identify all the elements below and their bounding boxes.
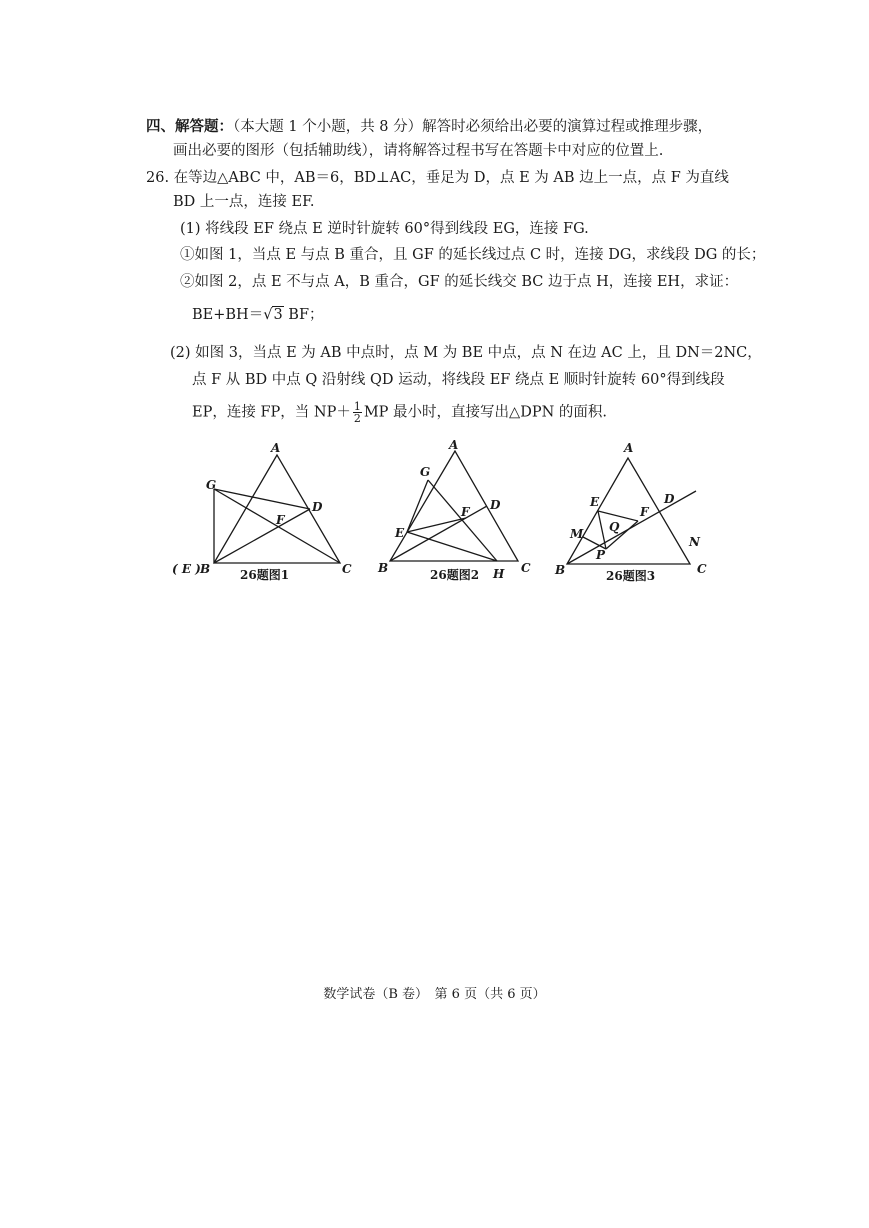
fig3-label-c: C [697, 562, 707, 576]
section-intro-1: （本大题 1 个小题，共 8 分）解答时必须给出必要的演算过程或推理步骤， [233, 119, 713, 135]
fig2-segment-ef [407, 518, 466, 532]
fig2-segment-ge [407, 480, 428, 532]
fig2-segment-eh [407, 532, 497, 561]
fig1-segment-gd [214, 489, 310, 509]
section-heading: 四、解答题： [146, 118, 233, 135]
fig1-label-a: A [271, 441, 281, 455]
problem-number: 26. [146, 170, 170, 186]
fig3-label-b: B [555, 563, 566, 577]
fig3-label-m: M [570, 527, 584, 541]
fraction-denominator: 2 [353, 412, 361, 425]
sqrt-radicand: 3 [273, 307, 283, 323]
fig2-label-d: D [490, 498, 501, 512]
fig1-label-b: B [200, 562, 211, 576]
part-1a: ①如图 1，当点 E 与点 B 重合，且 GF 的延长线过点 C 时，连接 DG，求线段 DG 的长； [180, 247, 766, 263]
eq-right: BF； [288, 307, 324, 323]
fig2-label-f: F [461, 505, 470, 519]
fig2-label-e: E [395, 526, 405, 540]
fig2-label-g: G [420, 465, 431, 479]
fig2-caption: 26题图2 [430, 568, 480, 582]
fig2-label-c: C [521, 561, 531, 575]
fraction-numerator: 1 [353, 400, 361, 413]
fig1-label-f: F [276, 513, 285, 527]
part-2-line-3a: EP，连接 FP，当 NP＋ [192, 404, 351, 421]
fig2-label-b: B [378, 561, 389, 575]
fig3-label-p: P [596, 548, 606, 562]
fig2-label-h: H [493, 567, 505, 581]
part-1: (1) 将线段 EF 绕点 E 逆时针旋转 60°得到线段 EG，连接 FG. [180, 221, 589, 237]
page-footer: 数学试卷（B 卷） 第 6 页（共 6 页） [323, 987, 546, 1002]
eq-left: BE+BH＝ [192, 307, 264, 323]
fig3-label-e: E [590, 495, 600, 509]
part-2-line-2: 点 F 从 BD 中点 Q 沿射线 QD 运动，将线段 EF 绕点 E 顺时针旋转 60°得到线段 [192, 372, 725, 388]
fig3-label-n: N [689, 535, 700, 549]
part-2-line-3b: MP 最小时，直接写出△DPN 的面积. [363, 404, 607, 421]
fig1-caption: 26题图1 [240, 568, 290, 582]
fig3-label-a: A [624, 441, 634, 455]
fig3-label-f: F [640, 505, 649, 519]
sqrt-3: √3 [263, 307, 283, 323]
fig3-triangle-abc [567, 458, 690, 564]
fig2-label-a: A [449, 438, 459, 452]
fig1-label-c: C [342, 562, 352, 576]
fig3-segment-ep [598, 511, 606, 549]
figures-svg [0, 0, 869, 600]
part-2-line-1: (2) 如图 3，当点 E 为 AB 中点时，点 M 为 BE 中点，点 N 在边 AC 上，且 DN＝2NC， [170, 345, 762, 361]
fig3-label-q: Q [609, 520, 620, 534]
part-1b: ②如图 2，点 E 不与点 A，B 重合，GF 的延长线交 BC 边于点 H，连接 EH，求证： [180, 274, 739, 290]
fig1-label-e: ( E ) [172, 562, 201, 576]
figure-3-drawing [567, 458, 696, 564]
fig1-label-d: D [312, 500, 323, 514]
fig2-segment-gh [428, 480, 497, 561]
fig3-caption: 26题图3 [606, 569, 656, 583]
problem-stem-2: BD 上一点，连接 EF. [173, 194, 315, 210]
fig1-label-g: G [206, 478, 217, 492]
section-intro-2: 画出必要的图形（包括辅助线），请将解答过程书写在答题卡中对应的位置上. [173, 143, 664, 159]
fig3-label-d: D [664, 492, 675, 506]
problem-stem-1: 在等边△ABC 中，AB＝6，BD⊥AC，垂足为 D，点 E 为 AB 边上一点，点 F 为直线 [173, 170, 729, 186]
